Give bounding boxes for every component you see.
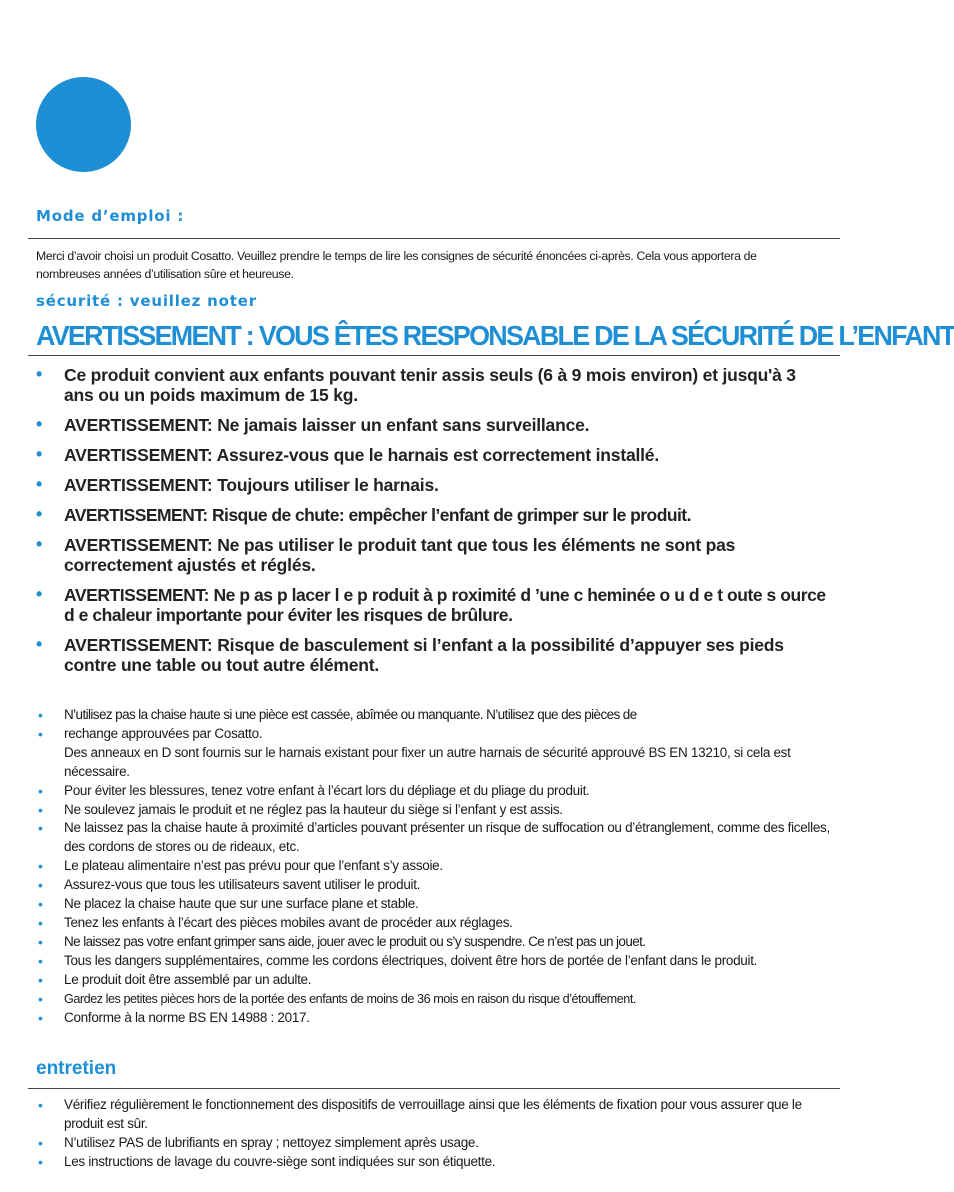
bullet-icon: • xyxy=(36,444,43,464)
note-item xyxy=(36,1009,836,1028)
note-text: Le plateau alimentaire n’est pas prévu pour que l’enfant s’y assoie. xyxy=(64,858,443,874)
bullet-icon: • xyxy=(38,952,43,969)
note-item xyxy=(36,914,836,933)
note-item xyxy=(36,801,836,820)
note-item xyxy=(36,857,836,876)
note-item xyxy=(36,819,836,857)
note-text: Le produit doit être assemblé par un adulte. xyxy=(64,971,312,987)
safety-heading: sécurité : veuillez noter xyxy=(36,292,257,310)
bullet-icon: • xyxy=(38,858,43,875)
bullet-icon: • xyxy=(38,725,43,742)
mode-emploi-heading: Mode d’emploi : xyxy=(36,207,185,225)
note-item xyxy=(36,876,836,895)
bullet-icon: • xyxy=(38,933,43,950)
warning-item xyxy=(36,475,826,495)
note-item xyxy=(36,933,836,952)
bullet-icon: • xyxy=(36,504,42,524)
bullet-icon: • xyxy=(36,634,43,654)
warning-text: AVERTISSEMENT: Ne jamais laisser un enfant sans surveillance. xyxy=(64,415,590,435)
note-item xyxy=(36,706,836,725)
note-text: rechange approuvées par Cosatto. Des anneaux en D sont fournis sur le harnais existant pour fixer un autre harnais de sécurité approuvé BS EN 13210, si cela est nécessaire. xyxy=(64,725,791,779)
warning-item xyxy=(36,415,826,435)
care-item xyxy=(36,1153,836,1172)
note-text: Ne placez la chaise haute que sur une surface plane et stable. xyxy=(64,896,419,912)
warning-text: AVERTISSEMENT: Ne p as p lacer l e p roduit à p roximité d ’une c heminée o u d e t oute s ource d e chaleur importante pour éviter les risques de brûlure. xyxy=(64,585,826,625)
warning-item xyxy=(36,445,826,465)
blue-circle-badge xyxy=(36,77,131,172)
care-text: Les instructions de lavage du couvre-siège sont indiquées sur son étiquette. xyxy=(64,1153,496,1169)
warning-item xyxy=(36,505,826,525)
warning-text: AVERTISSEMENT: Toujours utiliser le harnais. xyxy=(64,475,439,495)
bullet-icon: • xyxy=(38,1134,43,1151)
warning-list xyxy=(36,365,826,685)
bullet-icon: • xyxy=(36,364,43,384)
note-item xyxy=(36,952,836,971)
note-text: N’utilisez pas la chaise haute si une pièce est cassée, abîmée ou manquante. N’utilisez que des pièces de xyxy=(64,707,637,722)
bullet-icon: • xyxy=(38,877,43,894)
bullet-icon: • xyxy=(38,990,43,1007)
warning-item xyxy=(36,365,826,405)
bullet-icon: • xyxy=(38,1009,43,1026)
note-item xyxy=(36,895,836,914)
note-text: Gardez les petites pièces hors de la portée des enfants de moins de 36 mois en raison du risque d’étouffement. xyxy=(64,991,636,1006)
care-text: Vérifiez régulièrement le fonctionnement des dispositifs de verrouillage ainsi que les éléments de fixation pour vous assurer que le produit est sûr. xyxy=(64,1097,802,1131)
warning-item xyxy=(36,635,826,675)
divider xyxy=(28,1088,840,1089)
bullet-icon: • xyxy=(36,474,43,494)
warning-text: AVERTISSEMENT: Risque de chute: empêcher l’enfant de grimper sur le produit. xyxy=(64,505,691,525)
warning-text: AVERTISSEMENT: Assurez-vous que le harnais est correctement installé. xyxy=(64,445,659,465)
bullet-icon: • xyxy=(38,820,43,837)
bullet-icon: • xyxy=(38,914,43,931)
warning-item xyxy=(36,535,826,575)
note-text: Conforme à la norme BS EN 14988 : 2017. xyxy=(64,1009,310,1025)
bullet-icon: • xyxy=(38,1097,43,1113)
care-list xyxy=(36,1096,836,1172)
bullet-icon: • xyxy=(38,782,43,799)
intro-paragraph: Merci d’avoir choisi un produit Cosatto. Veuillez prendre le temps de lire les consignes de sécurité énoncées ci-après. Cela vous apportera de nombreuses années d’utilisation sûre et heureuse. xyxy=(36,249,757,281)
care-item xyxy=(36,1096,836,1134)
warning-item xyxy=(36,585,826,625)
note-text: Ne laissez pas votre enfant grimper sans aide, jouer avec le produit ou s’y suspendre. Ce n’est pas un jouet. xyxy=(64,933,646,949)
note-item xyxy=(36,782,836,801)
note-item xyxy=(36,725,836,782)
divider xyxy=(28,355,840,356)
warning-text: Ce produit convient aux enfants pouvant tenir assis seuls (6 à 9 mois environ) et jusqu'à 3 ans ou un poids maximum de 15 kg. xyxy=(64,365,796,405)
warning-text: AVERTISSEMENT: Risque de basculement si l’enfant a la possibilité d’appuyer ses pieds contre une table ou tout autre élément. xyxy=(64,635,784,675)
care-text: N’utilisez PAS de lubrifiants en spray ; nettoyez simplement après usage. xyxy=(64,1134,479,1150)
note-item xyxy=(36,990,836,1009)
care-heading: entretien xyxy=(36,1058,117,1079)
warning-title: AVERTISSEMENT : VOUS ÊTES RESPONSABLE DE LA SÉCURITÉ DE L’ENFANT xyxy=(36,320,954,351)
note-text: Assurez-vous que tous les utilisateurs savent utiliser le produit. xyxy=(64,877,421,893)
note-item xyxy=(36,971,836,990)
care-item xyxy=(36,1134,836,1153)
bullet-icon: • xyxy=(38,896,43,913)
note-text: Ne laissez pas la chaise haute à proximité d’articles pouvant présenter un risque de suffocation ou d’étranglement, comme des ficelles, des cordons de stores ou de rideaux, etc. xyxy=(64,820,830,855)
bullet-icon: • xyxy=(38,801,43,818)
safety-notes-list xyxy=(36,706,836,1027)
note-text: Pour éviter les blessures, tenez votre enfant à l’écart lors du dépliage et du pliage du produit. xyxy=(64,782,590,798)
bullet-icon: • xyxy=(38,1153,43,1170)
note-text: Tenez les enfants à l’écart des pièces mobiles avant de procéder aux réglages. xyxy=(64,914,513,930)
bullet-icon: • xyxy=(38,971,43,988)
warning-text: AVERTISSEMENT: Ne pas utiliser le produit tant que tous les éléments ne sont pas correctement ajustés et réglés. xyxy=(64,535,736,575)
note-text: Ne soulevez jamais le produit et ne réglez pas la hauteur du siège si l’enfant y est assis. xyxy=(64,801,563,817)
note-text: Tous les dangers supplémentaires, comme les cordons électriques, doivent être hors de portée de l’enfant dans le produit. xyxy=(64,952,758,968)
bullet-icon: • xyxy=(38,707,43,723)
divider xyxy=(28,238,840,239)
bullet-icon: • xyxy=(36,534,43,554)
bullet-icon: • xyxy=(36,414,43,434)
bullet-icon: • xyxy=(36,584,42,604)
